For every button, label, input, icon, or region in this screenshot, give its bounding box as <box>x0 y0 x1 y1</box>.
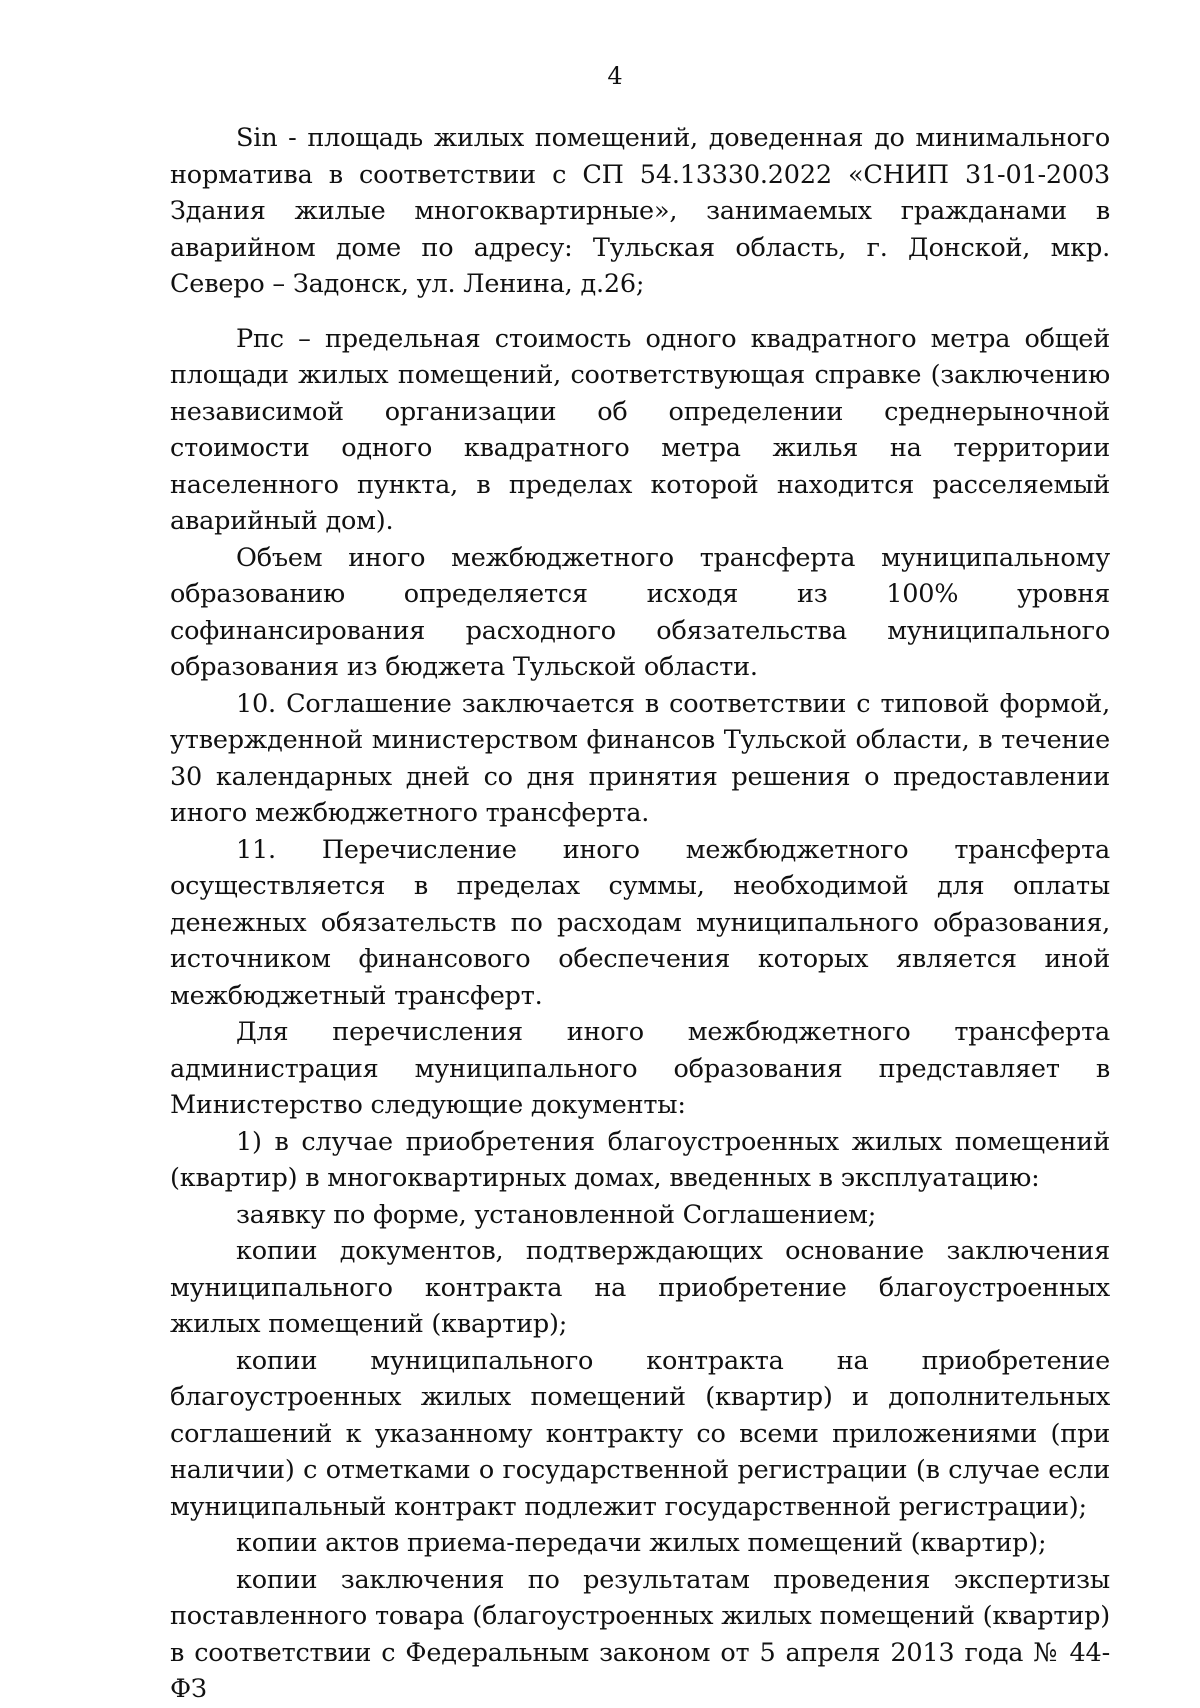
page-number: 4 <box>607 62 623 90</box>
paragraph-sin-definition: Sin - площадь жилых помещений, доведенная до минимального норматива в соответствии с СП 54.13330.2022 «СНИП 31-01-2003 Здания жилые многоквартирные», занимаемых гражданами в аварийном доме по адресу: Тульская область, г. Донской, мкр. Северо – Задонск, ул. Ленина, д.26; <box>170 123 1110 299</box>
paragraph-transfer-volume: Объем иного межбюджетного трансферта муниципальному образованию определяется исходя из 100% уровня софинансирования расходного обязательства муниципального образования из бюджета Тульской области. <box>170 542 1110 682</box>
paragraph-rps-definition: Рпс – предельная стоимость одного квадратного метра общей площади жилых помещений, соответствующая справке (заключению независимой организации об определении среднерыночной стоимости одного квадратного метра жилья на территории населенного пункта, в пределах которой находится расселяемый аварийный дом). <box>170 323 1110 536</box>
paragraph-case-1: 1) в случае приобретения благоустроенных жилых помещений (квартир) в многоквартирных домах, введенных в эксплуатацию: <box>170 1126 1110 1193</box>
paragraph-item-10: 10. Соглашение заключается в соответствии с типовой формой, утвержденной министерством финансов Тульской области, в течение 30 календарных дней со дня принятия решения о предоставлении иного межбюджетного трансферта. <box>170 688 1110 828</box>
paragraph-documents-intro: Для перечисления иного межбюджетного трансферта администрация муниципального образования представляет в Министерство следующие документы: <box>170 1017 1110 1120</box>
paragraph-application: заявку по форме, установленной Соглашением; <box>236 1199 877 1230</box>
paragraph-expertise-copies: копии заключения по результатам проведения экспертизы поставленного товара (благоустроенных жилых помещений (квартир) в соответствии с Федеральным законом от 5 апреля 2013 года № 44-ФЗ <box>170 1564 1110 1704</box>
paragraph-acceptance-acts: копии актов приема-передачи жилых помещений (квартир); <box>236 1528 1047 1558</box>
paragraph-contract-copies: копии муниципального контракта на приобретение благоустроенных жилых помещений (квартир) и дополнительных соглашений к указанному контракту со всеми приложениями (при наличии) с отметками о государственной регистрации (в случае если муниципальный контракт подлежит государственной регистрации); <box>170 1345 1110 1522</box>
paragraph-item-11: 11. Перечисление иного межбюджетного трансферта осуществляется в пределах суммы, необходимой для оплаты денежных обязательств по расходам муниципального образования, источником финансового обеспечения которых является иной межбюджетный трансферт. <box>170 834 1110 1011</box>
document-body <box>170 120 1110 1708</box>
paragraph-contract-basis-copies: копии документов, подтверждающих основание заключения муниципального контракта на приобретение благоустроенных жилых помещений (квартир); <box>170 1236 1110 1339</box>
